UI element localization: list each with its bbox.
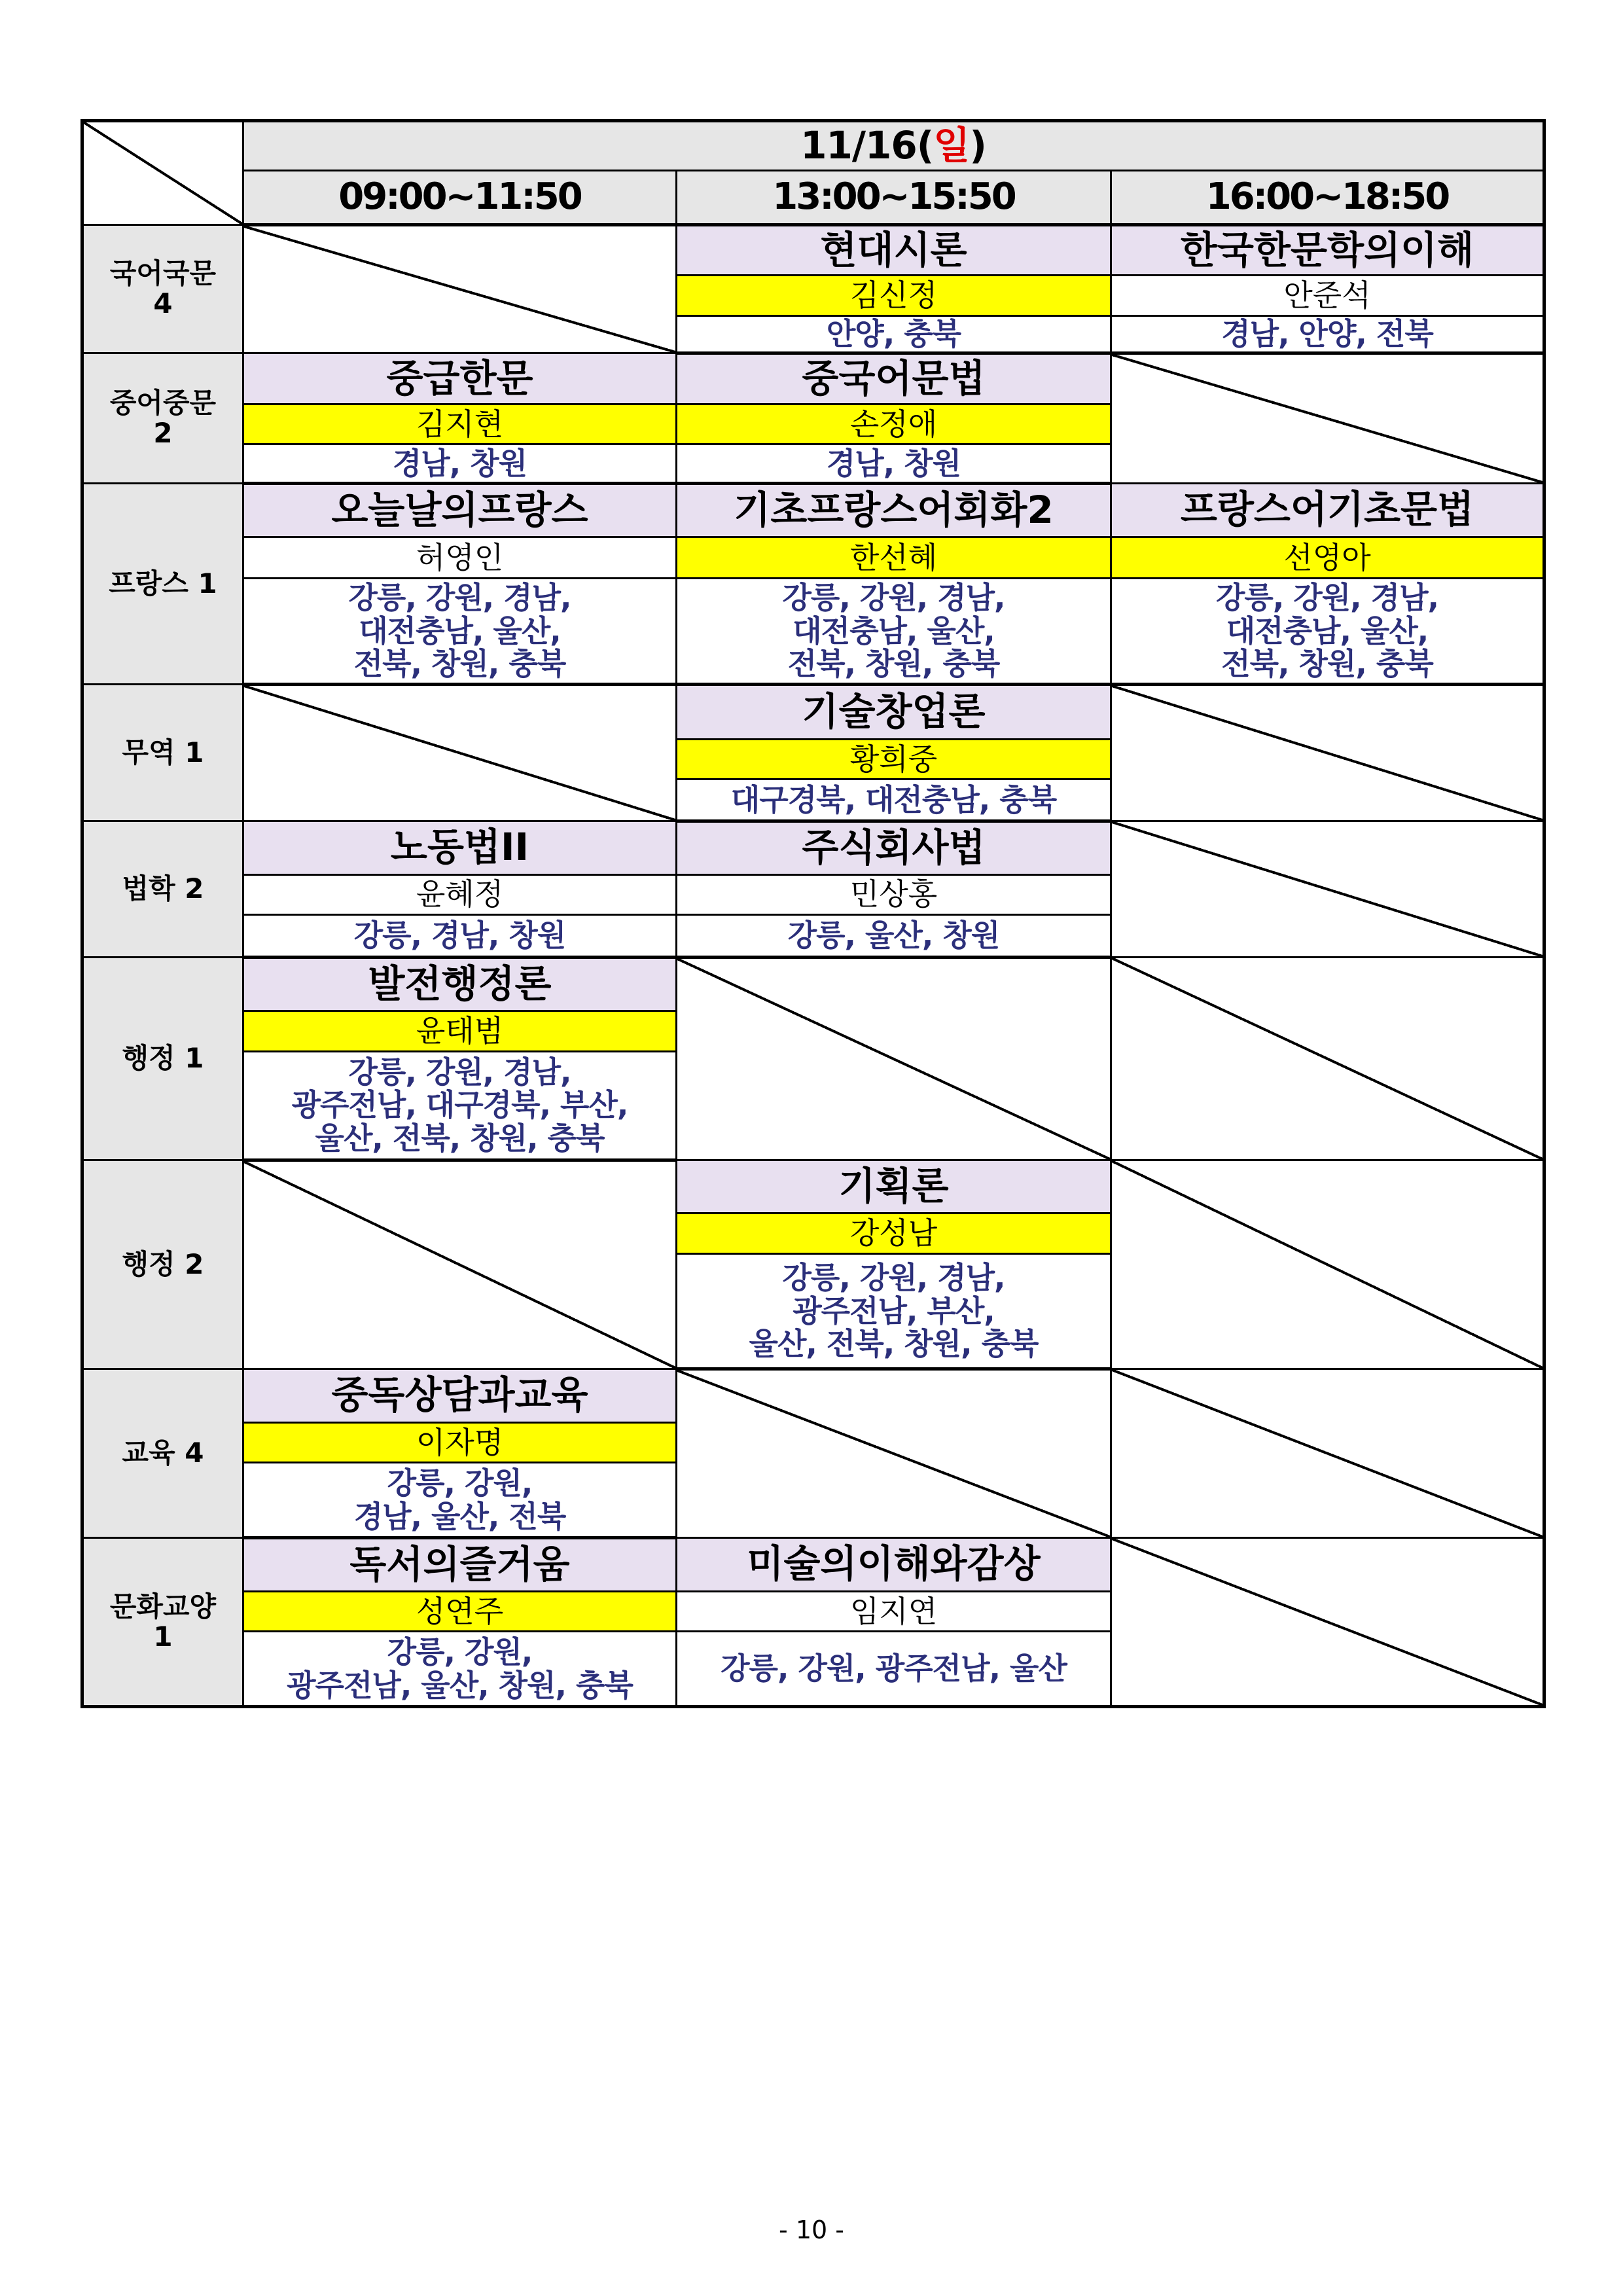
schedule-subrow [82, 579, 1544, 685]
professor-cell: 선영아 [1111, 537, 1544, 578]
empty-slot-cell [1111, 821, 1544, 958]
schedule-subrow [82, 821, 1544, 874]
empty-slot-cell [1111, 1160, 1544, 1369]
empty-slot-cell [243, 684, 677, 821]
region-cell: 강릉, 강원, 경남, 광주전남, 대구경북, 부산, 울산, 전북, 창원, 충북 [243, 1051, 677, 1160]
schedule-subrow [82, 684, 1544, 739]
professor-cell: 윤혜정 [243, 874, 677, 914]
time-slot-3: 16:00~18:50 [1111, 170, 1544, 224]
empty-slot-cell [1111, 958, 1544, 1160]
professor-cell: 허영인 [243, 537, 677, 578]
region-cell: 강릉, 강원, 광주전남, 울산, 창원, 충북 [243, 1632, 677, 1707]
region-cell: 경남, 창원 [243, 444, 677, 483]
professor-cell: 황희중 [677, 739, 1111, 779]
empty-slot-cell [677, 1369, 1111, 1537]
subject-cell: 주식회사법 [677, 821, 1111, 874]
region-cell: 대구경북, 대전충남, 충북 [677, 780, 1111, 821]
schedule-subrow [82, 483, 1544, 537]
professor-cell: 성연주 [243, 1591, 677, 1631]
professor-cell: 안준석 [1111, 276, 1544, 315]
professor-cell: 한선혜 [677, 537, 1111, 578]
department-cell: 국어국문 4 [82, 224, 243, 353]
department-cell: 행정 2 [82, 1160, 243, 1369]
schedule-subrow [82, 958, 1544, 1011]
subject-cell: 노동법II [243, 821, 677, 874]
department-cell: 법학 2 [82, 821, 243, 958]
subject-cell: 프랑스어기초문법 [1111, 483, 1544, 537]
subject-cell: 미술의이해와감상 [677, 1537, 1111, 1591]
subject-cell: 오늘날의프랑스 [243, 483, 677, 537]
professor-cell: 민상홍 [677, 874, 1111, 914]
region-cell: 경남, 창원 [677, 444, 1111, 483]
region-cell: 강릉, 울산, 창원 [677, 914, 1111, 958]
sunday-label: 일 [933, 122, 970, 168]
empty-slot-cell [1111, 684, 1544, 821]
schedule-subrow [82, 353, 1544, 404]
professor-cell: 김신정 [677, 276, 1111, 315]
schedule-subrow [82, 1160, 1544, 1213]
time-slot-1: 09:00~11:50 [243, 170, 677, 224]
subject-cell: 현대시론 [677, 224, 1111, 276]
region-cell: 강릉, 강원, 경남, 대전충남, 울산, 전북, 창원, 충북 [1111, 579, 1544, 685]
empty-slot-cell [1111, 1537, 1544, 1706]
subject-cell: 중국어문법 [677, 353, 1111, 404]
date-prefix: 11/16( [800, 122, 934, 168]
subject-cell: 중급한문 [243, 353, 677, 404]
subject-cell: 기술창업론 [677, 684, 1111, 739]
professor-cell: 손정애 [677, 404, 1111, 444]
department-cell: 프랑스 1 [82, 483, 243, 684]
professor-cell: 강성남 [677, 1213, 1111, 1253]
corner-cell [82, 121, 243, 225]
department-cell: 교육 4 [82, 1369, 243, 1537]
schedule-subrow [82, 1537, 1544, 1591]
professor-cell: 임지연 [677, 1591, 1111, 1631]
empty-slot-cell [243, 1160, 677, 1369]
region-cell: 강릉, 경남, 창원 [243, 914, 677, 958]
department-cell: 행정 1 [82, 958, 243, 1160]
empty-slot-cell [1111, 1369, 1544, 1537]
region-cell: 강릉, 강원, 경남, 광주전남, 부산, 울산, 전북, 창원, 충북 [677, 1253, 1111, 1369]
subject-cell: 발전행정론 [243, 958, 677, 1011]
region-cell: 강릉, 강원, 경남, 대전충남, 울산, 전북, 창원, 충북 [677, 579, 1111, 685]
empty-slot-cell [1111, 353, 1544, 484]
department-cell: 무역 1 [82, 684, 243, 821]
professor-cell: 김지현 [243, 404, 677, 444]
professor-cell: 윤태범 [243, 1011, 677, 1051]
time-slot-2: 13:00~15:50 [677, 170, 1111, 224]
region-cell: 경남, 안양, 전북 [1111, 315, 1544, 353]
region-cell: 강릉, 강원, 경남, 울산, 전북 [243, 1463, 677, 1538]
professor-cell: 이자명 [243, 1422, 677, 1462]
schedule-subrow [82, 537, 1544, 578]
subject-cell: 독서의즐거움 [243, 1537, 677, 1591]
region-cell: 안양, 충북 [677, 315, 1111, 353]
subject-cell: 중독상담과교육 [243, 1369, 677, 1422]
department-cell: 문화교양 1 [82, 1537, 243, 1706]
subject-cell: 기초프랑스어회화2 [677, 483, 1111, 537]
empty-slot-cell [677, 958, 1111, 1160]
page-number: - 10 - [779, 2215, 844, 2244]
date-header [243, 121, 1544, 171]
subject-cell: 한국한문학의이해 [1111, 224, 1544, 276]
region-cell: 강릉, 강원, 경남, 대전충남, 울산, 전북, 창원, 충북 [243, 579, 677, 685]
date-suffix: ) [969, 122, 986, 168]
department-cell: 중어중문 2 [82, 353, 243, 484]
schedule-subrow [82, 1369, 1544, 1422]
exam-schedule-table [80, 119, 1546, 1708]
empty-slot-cell [243, 224, 677, 353]
schedule-subrow [82, 224, 1544, 276]
region-cell: 강릉, 강원, 광주전남, 울산 [677, 1632, 1111, 1707]
subject-cell: 기획론 [677, 1160, 1111, 1213]
